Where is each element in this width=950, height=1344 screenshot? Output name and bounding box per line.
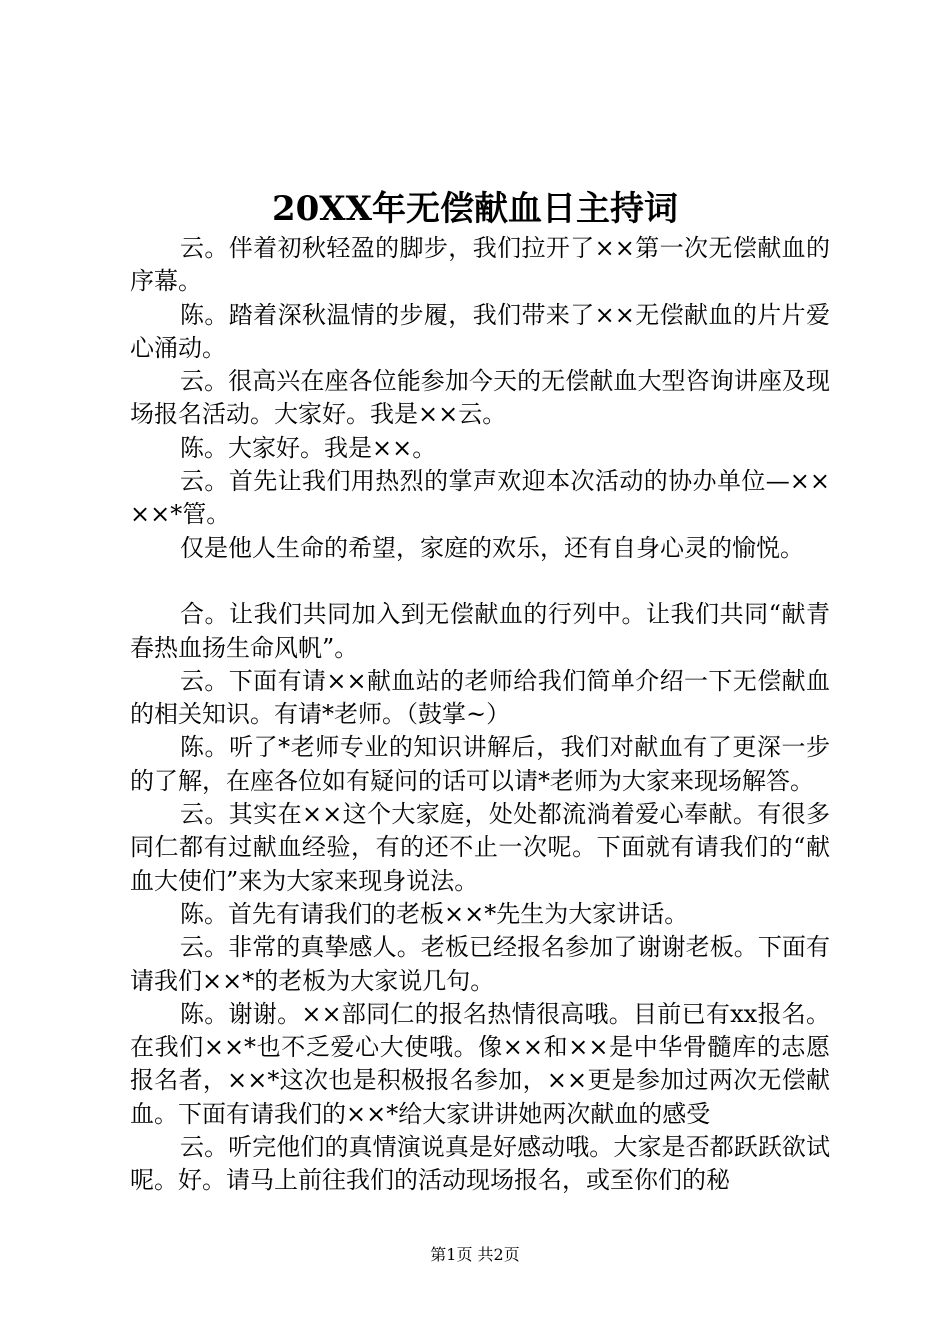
paragraph: 云。非常的真挚感人。老板已经报名参加了谢谢老板。下面有请我们××*的老板为大家说几句。 [130, 933, 830, 995]
page-footer: 第1页 共2页 [430, 1245, 520, 1264]
paragraph: 仅是他人生命的希望，家庭的欢乐，还有自身心灵的愉悦。 [180, 533, 804, 562]
paragraph: 云。其实在××这个大家庭，处处都流淌着爱心奉献。有很多同仁都有过献血经验，有的还不止一次呢。下面就有请我们的“献血大使们”来为大家来现身说法。 [130, 800, 830, 895]
paragraph: 云。听完他们的真情演说真是好感动哦。大家是否都跃跃欲试呢。好。请马上前往我们的活动现场报名，或至你们的秘 [130, 1133, 830, 1195]
document-body [130, 232, 830, 1198]
paragraph: 云。下面有请××献血站的老师给我们简单介绍一下无偿献血的相关知识。有请*老师。（鼓掌~） [130, 666, 830, 729]
paragraph: 陈。听了*老师专业的知识讲解后，我们对献血有了更深一步的了解，在座各位如有疑问的话可以请*老师为大家来现场解答。 [130, 733, 830, 795]
paragraph: 陈。谢谢。××部同仁的报名热情很高哦。目前已有xx报名。在我们××*也不乏爱心大使哦。像××和××是中华骨髓库的志愿报名者，××*这次也是积极报名参加，××更是参加过两次无偿献血。下面有请我们的××*给大家讲讲她两次献血的感受 [130, 999, 830, 1128]
paragraph: 陈。大家好。我是××。 [180, 433, 437, 462]
paragraph: 云。很高兴在座各位能参加今天的无偿献血大型咨询讲座及现场报名活动。大家好。我是××云。 [130, 367, 830, 429]
paragraph: 陈。首先有请我们的老板××*先生为大家讲话。 [180, 899, 689, 928]
paragraph: 云。伴着初秋轻盈的脚步，我们拉开了××第一次无偿献血的序幕。 [130, 234, 830, 296]
paragraph: 合。让我们共同加入到无偿献血的行列中。让我们共同“献青春热血扬生命风帆”。 [130, 600, 830, 662]
paragraph: 陈。踏着深秋温情的步履，我们带来了××无偿献血的片片爱心涌动。 [130, 300, 830, 362]
paragraph: 云。首先让我们用热烈的掌声欢迎本次活动的协办单位—××××*管。 [130, 467, 830, 529]
blank-line [130, 565, 830, 598]
document-title: 20XX年无偿献血日主持词 [271, 189, 679, 229]
